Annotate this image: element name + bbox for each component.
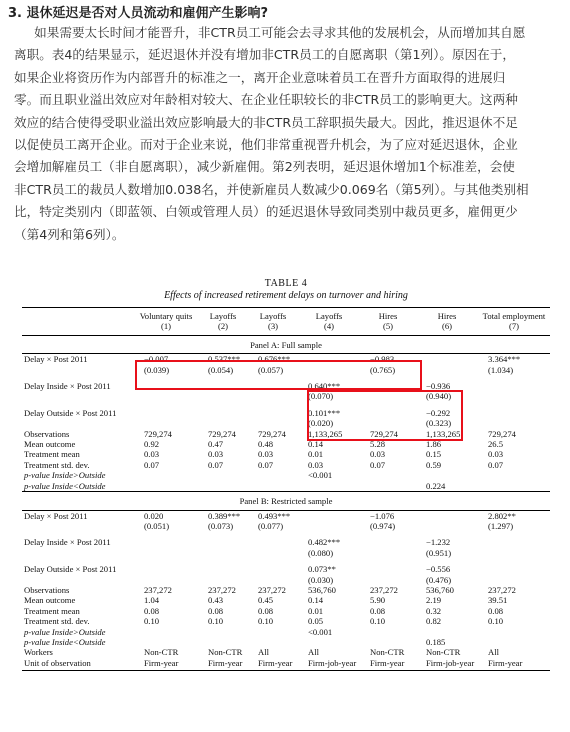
table-cell (248, 408, 298, 418)
table-cell: 0.03 (488, 449, 504, 460)
column-number: (2) (198, 321, 248, 335)
panel-title: Panel A: Full sample (22, 335, 550, 353)
table-cell (478, 637, 550, 647)
row-label: Observations (24, 584, 70, 595)
table-cell (416, 627, 478, 637)
table-cell: 0.08 (144, 605, 160, 616)
table-cell: Firm-year (198, 658, 248, 671)
table-cell (478, 418, 550, 428)
table-cell: 0.01 (308, 449, 324, 460)
table-cell (198, 575, 248, 585)
table-cell (360, 637, 416, 647)
table-cell: −0.936 (426, 381, 451, 392)
table-cell: 0.676*** (258, 354, 291, 365)
row-label: Workers (24, 647, 53, 658)
table-cell (198, 481, 248, 492)
table-cell: 1.04 (144, 595, 160, 606)
panel-title-row (22, 492, 550, 510)
column-header: Layoffs (248, 308, 298, 322)
table-cell: (0.476) (426, 574, 452, 585)
table-cell (134, 548, 198, 558)
column-header: Layoffs (198, 308, 248, 322)
table-cell: 0.45 (258, 595, 274, 606)
table-cell (198, 408, 248, 418)
table-cell (298, 637, 360, 647)
table-cell: 0.14 (308, 439, 324, 450)
table-cell: (0.054) (208, 364, 234, 375)
column-header: Hires (360, 308, 416, 322)
row-label: p-value Inside<Outside (24, 636, 106, 647)
section-heading: 3. 退休延迟是否对人员流动和雇佣产生影响? (8, 6, 269, 21)
table-cell: 0.08 (370, 605, 386, 616)
table-cell: 0.14 (308, 595, 324, 606)
table-cell: 0.08 (258, 605, 274, 616)
table-row (22, 564, 550, 574)
table-cell: (0.070) (308, 391, 334, 402)
table-cell: (0.077) (258, 520, 284, 531)
table-cell: 5.28 (370, 439, 386, 450)
table-cell: 0.01 (308, 605, 324, 616)
table-cell: Non-CTR (208, 647, 243, 658)
table-cell (134, 470, 198, 480)
table-cell (134, 575, 198, 585)
row-label (22, 391, 134, 401)
row-label (22, 575, 134, 585)
table-cell: 0.03 (258, 449, 274, 460)
table-cell (298, 354, 360, 365)
row-label: Delay × Post 2011 (24, 510, 88, 521)
table-cell: 0.07 (488, 459, 504, 470)
column-number: (1) (134, 321, 198, 335)
table-cell (360, 481, 416, 492)
table-cell (248, 637, 298, 647)
table-row (22, 449, 550, 459)
table-cell (198, 418, 248, 428)
table-cell: 0.43 (208, 595, 224, 606)
table-cell (360, 627, 416, 637)
table-subtitle: Effects of increased retirement delays on turnover and hiring (164, 290, 408, 301)
table-cell (134, 418, 198, 428)
table-cell: 0.03 (370, 449, 386, 460)
table-cell: 0.59 (426, 459, 442, 470)
table-cell: Firm-year (360, 658, 416, 671)
paragraph-line: 比，特定类别内（即蓝领、白领或管理人员）的延迟退休导致同类别中裁员更多，雇佣更少 (14, 204, 518, 220)
row-label: p-value Inside>Outside (24, 470, 106, 481)
paragraph-line: （第4列和第6列）。 (14, 226, 125, 242)
table-cell (298, 510, 360, 521)
table-cell (198, 627, 248, 637)
table-row (22, 481, 550, 492)
table-cell (248, 381, 298, 391)
table-cell (478, 548, 550, 558)
table-cell: −1.076 (370, 510, 395, 521)
table-row (22, 470, 550, 480)
table-cell: Firm-job-year (416, 658, 478, 671)
column-header-row (22, 308, 550, 322)
table-row (22, 647, 550, 657)
table-cell (478, 481, 550, 492)
row-label: Delay Outside × Post 2011 (24, 407, 117, 418)
column-header: Voluntary quits (134, 308, 198, 322)
table-cell: 0.82 (426, 616, 442, 627)
table-cell (298, 365, 360, 375)
row-label: Treatment mean (24, 605, 80, 616)
table-cell: 0.15 (426, 449, 442, 460)
table-cell: −1.232 (426, 537, 451, 548)
table-cell (360, 548, 416, 558)
table-cell: 0.48 (258, 439, 274, 450)
table-row (22, 365, 550, 375)
table-cell: Non-CTR (426, 647, 461, 658)
table-cell (198, 564, 248, 574)
table-row (22, 637, 550, 647)
paragraph-line: 会增加解雇员工（非自愿离职），减少新雇佣。第2列表明，延迟退休增加1个标准差，会使 (14, 159, 515, 175)
table-cell: 536,760 (308, 584, 336, 595)
row-label: Treatment mean (24, 449, 80, 460)
table-cell: All (488, 647, 499, 658)
table-cell (198, 537, 248, 547)
table-cell: 0.07 (258, 459, 274, 470)
table-cell: (0.951) (426, 547, 452, 558)
table-cell (134, 391, 198, 401)
table-cell: 26.5 (488, 439, 504, 450)
paragraph-line: 离职。表4的结果显示，延迟退休并没有增加非CTR员工的自愿离职（第1列）。原因在于， (14, 47, 515, 63)
table-cell: Firm-job-year (298, 658, 360, 671)
column-number: (3) (248, 321, 298, 335)
table-cell (248, 470, 298, 480)
row-label (22, 365, 134, 375)
paragraph-line: 非CTR员工的裁员人数增加0.038名，并使新雇员人数减少0.069名（第5列）。与其他类别相 (14, 181, 529, 197)
table-cell: (0.051) (144, 520, 170, 531)
table-cell: (1.034) (488, 364, 514, 375)
table-cell (478, 470, 550, 480)
column-number: (7) (478, 321, 550, 335)
table-cell: 729,274 (258, 428, 286, 439)
table-row (22, 606, 550, 616)
table-cell: (0.940) (426, 391, 452, 402)
table-cell: −0.292 (426, 407, 451, 418)
table-row (22, 354, 550, 365)
table-row (22, 585, 550, 595)
table-cell: 0.10 (208, 616, 224, 627)
table-cell: 729,274 (208, 428, 236, 439)
table-cell (478, 564, 550, 574)
table-cell: 0.073** (308, 564, 336, 575)
table-cell: 0.224 (426, 480, 446, 491)
table-cell: 0.101*** (308, 407, 341, 418)
table-cell: 2.802** (488, 510, 516, 521)
paragraph-line: 零。而且职业溢出效应对年龄相对较大、在企业任职较长的非CTR员工的影响更大。这两种 (14, 92, 518, 108)
table-cell: −0.007 (144, 354, 169, 365)
table-cell (416, 354, 478, 365)
table-cell: 0.10 (370, 616, 386, 627)
table-cell (478, 537, 550, 547)
table-cell: 0.389*** (208, 510, 241, 521)
paragraph-line: 以促使员工离开企业。而对于企业来说，他们非常重视晋升机会，为了应对延迟退休，企业 (14, 137, 518, 153)
table-row (22, 439, 550, 449)
table-cell: 536,760 (426, 584, 454, 595)
column-header: Hires (416, 308, 478, 322)
table-cell: (0.323) (426, 418, 452, 429)
row-label: Treatment std. dev. (24, 459, 90, 470)
table-cell: <0.001 (308, 470, 333, 481)
table-cell: −0.556 (426, 564, 451, 575)
table-cell (416, 365, 478, 375)
table-cell (360, 470, 416, 480)
table-cell (360, 381, 416, 391)
table-cell (248, 481, 298, 492)
table-cell (134, 637, 198, 647)
table-cell (198, 548, 248, 558)
table-cell: 1.86 (426, 439, 442, 450)
table-title: TABLE 4 (264, 278, 308, 289)
panel-title: Panel B: Restricted sample (22, 492, 550, 510)
table-cell: 0.10 (488, 616, 504, 627)
row-label (22, 548, 134, 558)
table-cell: 0.020 (144, 510, 164, 521)
row-label: Mean outcome (24, 595, 76, 606)
table-cell: 0.482*** (308, 537, 341, 548)
paragraph-line: 如果企业将资历作为内部晋升的标准之一，离开企业意味着员工在晋升方面取得的进展归 (14, 69, 506, 85)
table-cell: 0.10 (144, 616, 160, 627)
table-row (22, 595, 550, 605)
table-cell (248, 564, 298, 574)
results-table (22, 307, 550, 671)
column-number: (4) (298, 321, 360, 335)
header-blank (22, 308, 134, 322)
table-cell: 39.51 (488, 595, 508, 606)
row-label (22, 418, 134, 428)
table-cell: 0.32 (426, 605, 442, 616)
table-cell: 237,272 (488, 584, 516, 595)
table-cell: Firm-year (478, 658, 550, 671)
table-cell: 0.03 (144, 449, 160, 460)
row-label: Unit of observation (22, 658, 134, 671)
table-cell: 0.07 (208, 459, 224, 470)
table-cell (416, 521, 478, 531)
table-row (22, 391, 550, 401)
table-cell: (0.057) (258, 364, 284, 375)
table-row (22, 658, 550, 671)
table-cell: 237,272 (208, 584, 236, 595)
table-cell (134, 627, 198, 637)
table-4 (22, 278, 550, 671)
table-cell: (0.073) (208, 520, 234, 531)
table-cell: 0.03 (308, 459, 324, 470)
row-label: Delay Inside × Post 2011 (24, 537, 111, 548)
table-cell (134, 381, 198, 391)
table-cell: (0.765) (370, 364, 396, 375)
table-cell (134, 564, 198, 574)
table-cell: 0.640*** (308, 381, 341, 392)
table-cell (248, 537, 298, 547)
table-row (22, 548, 550, 558)
table-cell (478, 627, 550, 637)
table-cell: 0.537*** (208, 354, 241, 365)
table-cell (360, 575, 416, 585)
table-cell (248, 548, 298, 558)
table-cell: 0.47 (208, 439, 224, 450)
table-cell: 0.493*** (258, 510, 291, 521)
row-label: Observations (24, 428, 70, 439)
table-cell (248, 575, 298, 585)
table-cell: All (258, 647, 269, 658)
table-cell (360, 418, 416, 428)
row-label: Delay Inside × Post 2011 (24, 381, 111, 392)
table-cell: (0.974) (370, 520, 396, 531)
column-header: Layoffs (298, 308, 360, 322)
table-cell: 1,133,265 (308, 428, 343, 439)
table-cell (478, 381, 550, 391)
table-cell: 0.08 (208, 605, 224, 616)
table-cell (298, 481, 360, 492)
table-row (22, 429, 550, 439)
table-cell: <0.001 (308, 626, 333, 637)
table-cell (478, 408, 550, 418)
table-cell (360, 564, 416, 574)
row-label: Treatment std. dev. (24, 616, 90, 627)
table-row (22, 575, 550, 585)
table-cell (360, 391, 416, 401)
table-cell (360, 537, 416, 547)
table-cell (134, 408, 198, 418)
column-number: (6) (416, 321, 478, 335)
table-cell (416, 510, 478, 521)
row-label: Mean outcome (24, 439, 76, 450)
table-cell (198, 470, 248, 480)
table-cell: 2.19 (426, 595, 442, 606)
table-cell: 0.07 (144, 459, 160, 470)
table-cell (198, 381, 248, 391)
table-row (22, 521, 550, 531)
table-cell: 0.05 (308, 616, 324, 627)
table-cell (478, 575, 550, 585)
table-cell (248, 418, 298, 428)
table-cell (198, 637, 248, 647)
row-label: p-value Inside>Outside (24, 626, 106, 637)
table-cell: (0.039) (144, 364, 170, 375)
paragraph-line: 如果需要太长时间才能晋升，非CTR员工可能会去寻求其他的发展机会，从而增加其自愿 (34, 25, 526, 40)
table-cell (134, 481, 198, 492)
column-number: (5) (360, 321, 416, 335)
table-cell: 3.364*** (488, 354, 521, 365)
table-cell: 729,274 (370, 428, 398, 439)
table-cell (248, 391, 298, 401)
table-cell (478, 391, 550, 401)
table-cell: (1.297) (488, 520, 514, 531)
table-cell: 0.03 (208, 449, 224, 460)
header-blank (22, 321, 134, 335)
row-label (22, 521, 134, 531)
table-row (22, 616, 550, 626)
column-number-row (22, 321, 550, 335)
table-row (22, 408, 550, 418)
table-row (22, 381, 550, 391)
table-cell: All (308, 647, 319, 658)
table-cell: 237,272 (258, 584, 286, 595)
table-cell (416, 470, 478, 480)
table-cell: 0.92 (144, 439, 160, 450)
table-row (22, 627, 550, 637)
table-cell: Non-CTR (370, 647, 405, 658)
table-cell: 1,133,265 (426, 428, 461, 439)
table-row (22, 418, 550, 428)
row-label: Delay × Post 2011 (24, 354, 88, 365)
table-cell (134, 537, 198, 547)
table-cell (198, 391, 248, 401)
table-cell: 5.90 (370, 595, 386, 606)
table-cell: −0.983 (370, 354, 395, 365)
table-cell: 237,272 (370, 584, 398, 595)
paragraph-line: 效应的结合使得受职业溢出效应影响最大的非CTR员工辞职损失最大。因此，推迟退休不足 (14, 114, 518, 130)
panel-title-row (22, 335, 550, 353)
table-cell (298, 521, 360, 531)
table-cell: Non-CTR (144, 647, 179, 658)
table-cell: (0.030) (308, 574, 334, 585)
table-cell: 729,274 (488, 428, 516, 439)
table-row (22, 537, 550, 547)
table-cell: (0.080) (308, 547, 334, 558)
table-cell (248, 627, 298, 637)
table-cell: 0.08 (488, 605, 504, 616)
table-row (22, 510, 550, 521)
table-cell: 0.10 (258, 616, 274, 627)
table-cell: Firm-year (134, 658, 198, 671)
row-label: p-value Inside<Outside (24, 480, 106, 491)
table-cell: Firm-year (248, 658, 298, 671)
table-cell: 0.185 (426, 636, 446, 647)
table-cell: (0.020) (308, 418, 334, 429)
table-cell: 729,274 (144, 428, 172, 439)
row-label: Delay Outside × Post 2011 (24, 564, 117, 575)
table-cell: 237,272 (144, 584, 172, 595)
table-row (22, 460, 550, 470)
table-cell: 0.07 (370, 459, 386, 470)
table-cell (360, 408, 416, 418)
column-header: Total employment (478, 308, 550, 322)
body-paragraph (14, 22, 560, 246)
